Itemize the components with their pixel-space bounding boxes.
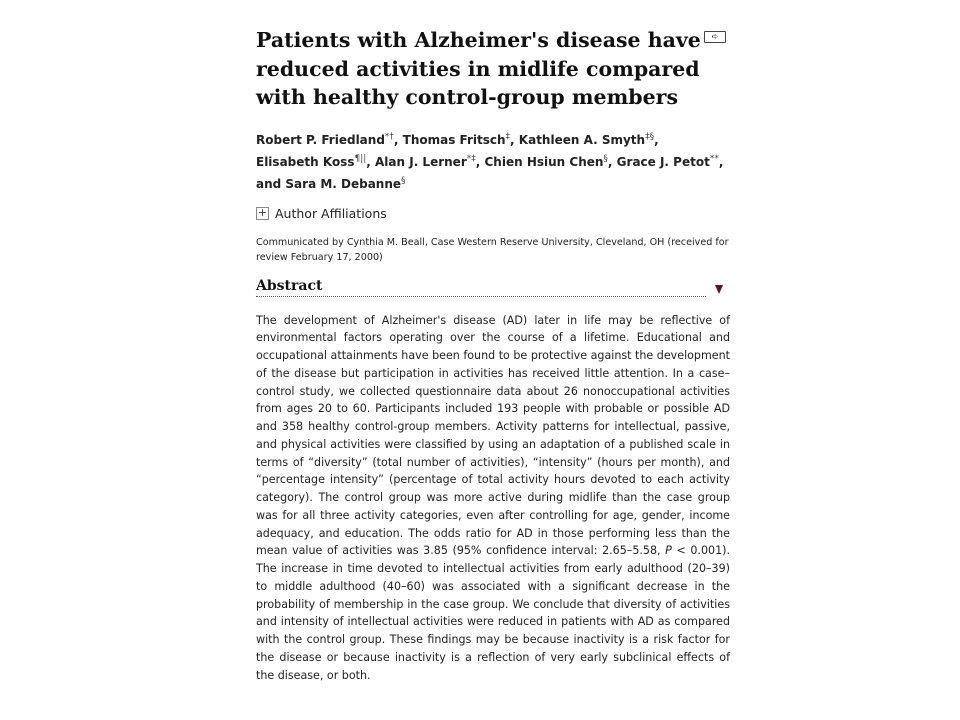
communicated-by: Communicated by Cynthia M. Beall, Case Western Reserve University, Cleveland, OH (received for review February 17, 2000) — [256, 236, 729, 263]
author-affiliations-toggle[interactable] — [256, 206, 730, 221]
author[interactable]: Grace J. Petot** — [616, 153, 719, 169]
author[interactable]: Robert P. Friedland*† — [256, 131, 394, 147]
expand-arrow-icon[interactable]: ➪ — [704, 31, 726, 43]
article-column — [256, 26, 730, 684]
author[interactable]: Kathleen A. Smyth‡§ — [518, 131, 655, 147]
author-list: Robert P. Friedland*†, Thomas Fritsch‡, Kathleen A. Smyth‡§, Elisabeth Koss¶||, Alan J. Lerner*‡, Chien Hsiun Chen§, Grace J. Petot**, and Sara M. Debanne§ — [256, 131, 724, 191]
article-title: Patients with Alzheimer's disease have reduced activities in midlife compared with healthy control-group members — [256, 28, 701, 109]
abstract-text: The development of Alzheimer's disease (AD) later in life may be reflective of environmental factors operating over the course of a lifetime. Educational and occupational attainments have been found to be protective against the development of the disease but participation in activities has received little attention. In a case–control study, we collected questionnaire data about 26 nonoccupational activities from ages 20 to 60. Participants included 193 people with probable or possible AD and 358 healthy control-group members. Activity patterns for intellectual, passive, and physical activities were classified by using an adaptation of a published scale in terms of “diversity” (total number of activities), “intensity” (hours per month), and “percentage intensity” (percentage of total activity hours devoted to each activity category). The control group was more active during midlife than the case group was for all three activity categories, even after controlling for age, gender, income adequacy, and education. The odds ratio for AD in those performing less than the mean value of activities was 3.85 (95% confidence interval: 2.65–5.58, P < 0.001). The increase in time devoted to intellectual activities from early adulthood (20–39) to middle adulthood (40–60) was associated with a significant decrease in the probability of membership in the case group. We conclude that diversity of activities and intensity of intellectual activities were reduced in patients with AD as compared with the control group. These findings may be because inactivity is a risk factor for the disease or because inactivity is a reflection of very early subclinical effects of the disease, or both. — [256, 313, 730, 682]
author[interactable]: Elisabeth Koss¶|| — [256, 153, 367, 169]
abstract-heading: Abstract — [256, 278, 706, 297]
collapse-triangle-icon[interactable] — [715, 285, 723, 294]
author[interactable]: and Sara M. Debanne§ — [256, 175, 406, 191]
author[interactable]: Thomas Fritsch‡ — [402, 131, 511, 147]
plus-icon[interactable]: + — [257, 205, 268, 219]
p-value-symbol: P — [665, 544, 672, 558]
author-affiliations-label[interactable]: Author Affiliations — [275, 205, 387, 221]
author[interactable]: Chien Hsiun Chen§ — [484, 153, 608, 169]
author[interactable]: Alan J. Lerner*‡ — [375, 153, 476, 169]
